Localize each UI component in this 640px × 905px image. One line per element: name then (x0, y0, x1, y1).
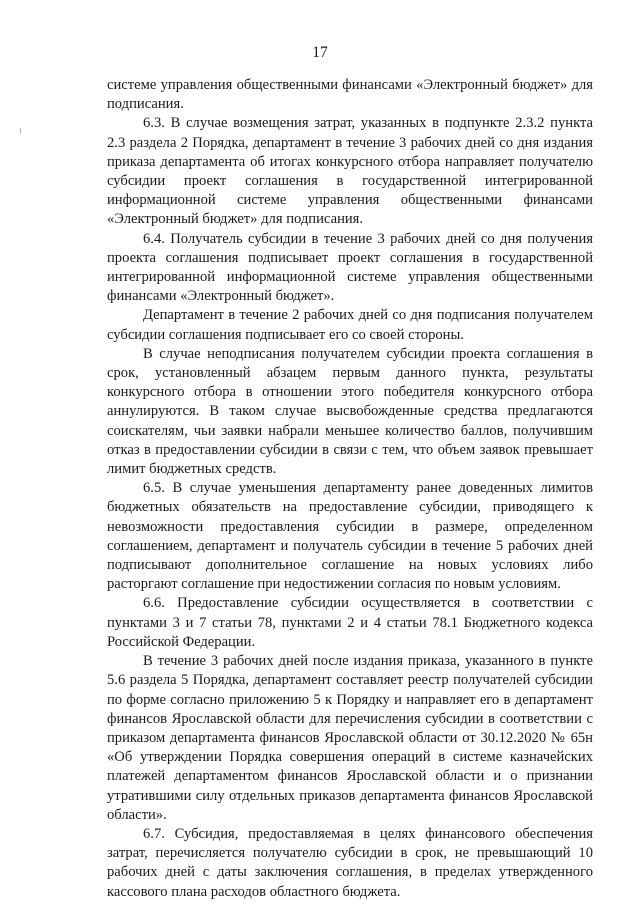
page-number: 17 (312, 44, 328, 61)
paragraph-6-3: 6.3. В случае возмещения затрат, указанных в подпункте 2.3.2 пункта 2.3 раздела 2 Порядка, департамент в течение 3 рабочих дней со дня издания приказа департамента об итогах конкурсного отбора направляет получателю субсидии проект соглашения в государственной интегрированной информационной системе управления общественными финансами «Электронный бюджет» для подписания. (107, 115, 593, 228)
paragraph-6-4-non-signing: В случае неподписания получателем субсидии проекта соглашения в срок, установленный абзацем первым данного пункта, результаты конкурсного отбора в отношении этого победителя конкурсного отбора аннулируются. В таком случае высвобожденные средства предлагаются соискателям, чьи заявки набрали меньшее количество баллов, получившим отказ в предоставлении субсидии в связи с тем, что объем заявок превышает лимит бюджетных средств. (107, 345, 593, 478)
paragraph-6-4: 6.4. Получатель субсидии в течение 3 рабочих дней со дня получения проекта соглашения подписывает проект соглашения в государственной интегрированной информационной системе управления общественными финансами «Электронный бюджет». (107, 230, 593, 305)
document-body (107, 76, 593, 902)
paragraph-6-4-department: Департамент в течение 2 рабочих дней со дня подписания получателем субсидии соглашения подписывает его со своей стороны. (107, 307, 593, 343)
paragraph-6-6: 6.6. Предоставление субсидии осуществляется в соответствии с пунктами 3 и 7 статьи 78, пунктами 2 и 4 статьи 78.1 Бюджетного кодекса Российской Федерации. (107, 595, 593, 650)
paragraph-continuation: системе управления общественными финансами «Электронный бюджет» для подписания. (107, 77, 593, 113)
paragraph-6-6-registry: В течение 3 рабочих дней после издания приказа, указанного в пункте 5.6 раздела 5 Порядка, департамент составляет реестр получателей субсидии по форме согласно приложению 5 к Порядку и направляет его в департамент финансов Ярославской области для перечисления субсидии в соответствии с приказом департамента финансов Ярославской области от 30.12.2020 № 65н «Об утверждении Порядка совершения операций в системе казначейских платежей департаментом финансов Ярославской области и о признании утратившими силу отдельных приказов департамента финансов Ярославской области». (107, 653, 593, 823)
paragraph-6-7: 6.7. Субсидия, предоставляемая в целях финансового обеспечения затрат, перечисляется получателю субсидии в срок, не превышающий 10 рабочих дней с даты заключения соглашения, в пределах утвержденного кассового плана расходов областного бюджета. (107, 825, 593, 900)
scan-margin-mark (20, 128, 21, 134)
paragraph-6-5: 6.5. В случае уменьшения департаменту ранее доведенных лимитов бюджетных обязательств на предоставление субсидии, приводящего к невозможности предоставления субсидии в размере, определенном соглашением, департамент и получатель субсидии в течение 5 рабочих дней подписывают дополнительное соглашение на новых условиях либо расторгают соглашение при недостижении согласия по новым условиям. (107, 480, 593, 593)
